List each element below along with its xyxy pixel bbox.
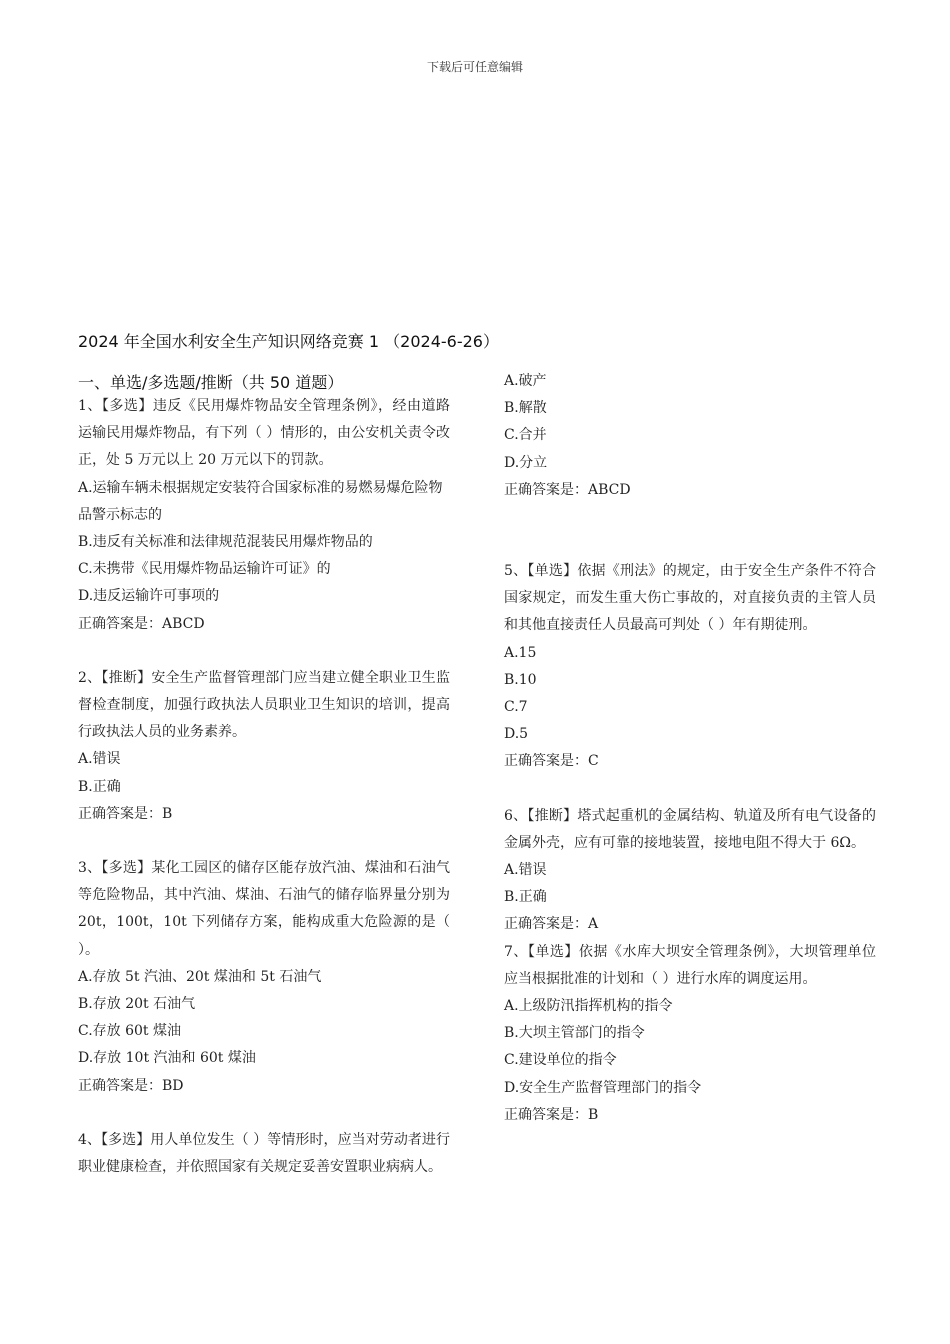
- answer: 正确答案是：ABCD: [78, 615, 205, 632]
- section-title: 一、单选/多选题/推断（共 50 道题）: [78, 373, 344, 392]
- option: A.上级防汛指挥机构的指令: [504, 998, 673, 1015]
- option: B.正确: [78, 778, 121, 795]
- question-4: [78, 1127, 450, 1181]
- question-text: 1、【多选】违反《民用爆炸物品安全管理条例》，经由道路运输民用爆炸物品，有下列（ ）情形的，由公安机关责令改正，处 5 万元以上 20 万元以下的罚款。: [78, 398, 450, 469]
- question-3: [78, 855, 450, 1100]
- question-1: [78, 393, 450, 638]
- question-7: [504, 939, 876, 1129]
- question-6: [504, 803, 876, 939]
- option: A.错误: [504, 862, 547, 879]
- question-4-continued: [504, 368, 876, 504]
- option: D.安全生产监督管理部门的指令: [504, 1079, 702, 1096]
- option: D.存放 10t 汽油和 60t 煤油: [78, 1050, 256, 1067]
- option: C.建设单位的指令: [504, 1052, 617, 1069]
- right-column: [504, 368, 876, 1129]
- answer: 正确答案是：BD: [78, 1077, 184, 1094]
- option: D.违反运输许可事项的: [78, 588, 220, 605]
- option: B.10: [504, 671, 537, 688]
- page-header: 下载后可任意编辑: [426, 60, 523, 74]
- question-2: [78, 665, 450, 828]
- option: B.存放 20t 石油气: [78, 996, 196, 1013]
- answer: 正确答案是：C: [504, 753, 599, 770]
- question-text: 5、【单选】依据《刑法》的规定，由于安全生产条件不符合国家规定，而发生重大伤亡事故的，对直接负责的主管人员和其他直接责任人员最高可判处（ ）年有期徒刑。: [504, 563, 876, 634]
- option: A.存放 5t 汽油、20t 煤油和 5t 石油气: [78, 968, 322, 985]
- question-text: 7、【单选】依据《水库大坝安全管理条例》，大坝管理单位应当根据批准的计划和（ ）进行水库的调度运用。: [504, 943, 876, 987]
- question-5: [504, 558, 876, 776]
- option: B.正确: [504, 889, 547, 906]
- option: B.违反有关标准和法律规范混装民用爆炸物品的: [78, 534, 373, 551]
- option: A.运输车辆未根据规定安装符合国家标准的易燃易爆危险物品警示标志的: [78, 479, 443, 523]
- option: A.15: [504, 644, 537, 661]
- option: C.合并: [504, 427, 547, 444]
- option: D.5: [504, 726, 529, 743]
- answer: 正确答案是：A: [504, 916, 599, 933]
- answer: 正确答案是：ABCD: [504, 481, 631, 498]
- option: D.分立: [504, 454, 548, 471]
- option: C.未携带《民用爆炸物品运输许可证》的: [78, 561, 331, 578]
- option: B.解散: [504, 400, 547, 417]
- question-text: 2、【推断】安全生产监督管理部门应当建立健全职业卫生监督检查制度，加强行政执法人员职业卫生知识的培训，提高行政执法人员的业务素养。: [78, 669, 450, 741]
- answer: 正确答案是：B: [504, 1106, 599, 1123]
- left-column: [78, 393, 450, 1181]
- document-title: 2024 年全国水利安全生产知识网络竞赛 1 （2024-6-26）: [78, 332, 499, 351]
- question-text: 6、【推断】塔式起重机的金属结构、轨道及所有电气设备的金属外壳，应有可靠的接地装置，接地电阻不得大于 6Ω。: [504, 807, 876, 851]
- question-text: 4、【多选】用人单位发生（ ）等情形时，应当对劳动者进行职业健康检查，并依照国家有关规定妥善安置职业病病人。: [78, 1131, 450, 1176]
- answer: 正确答案是：B: [78, 805, 173, 822]
- option: C.7: [504, 699, 528, 716]
- option: A.错误: [78, 751, 121, 768]
- option: C.存放 60t 煤油: [78, 1023, 182, 1040]
- option: B.大坝主管部门的指令: [504, 1025, 645, 1042]
- question-text: 3、【多选】某化工园区的储存区能存放汽油、煤油和石油气等危险物品，其中汽油、煤油、石油气的储存临界量分别为 20t，100t，10t 下列储存方案，能构成重大危险源的是（ ）。: [78, 860, 450, 958]
- option: A.破产: [504, 373, 547, 389]
